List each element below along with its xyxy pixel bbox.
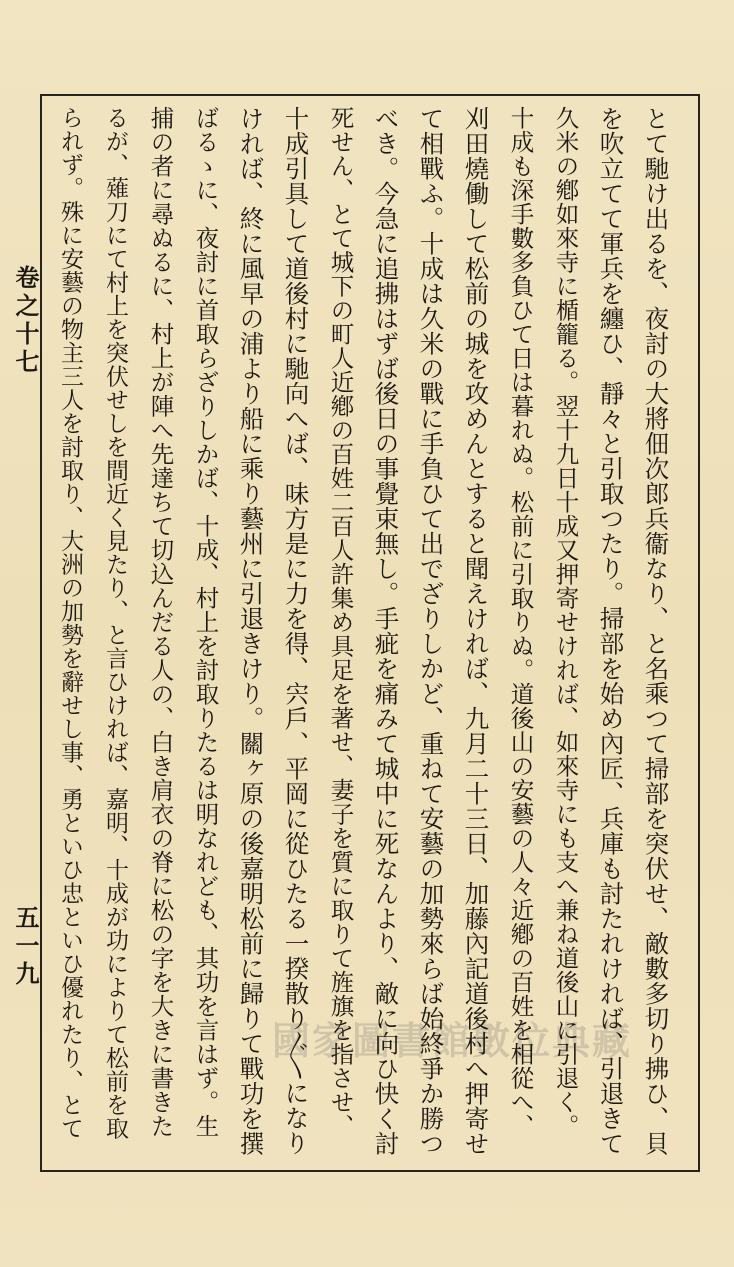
text-column-1: とて馳け出るを、夜討の大將佃次郎兵衞なり、と名乘つて掃部を突伏せ、敵數多切り拂ひ、貝 — [641, 106, 671, 1156]
text-column-6: て相戰ふ。十成は久米の戰に手負ひて出でざりしかど、重ねて安藝の加勢來らば始終爭か勝つ — [416, 106, 446, 1156]
text-column-3: 久米の鄕如來寺に楯籠る。翌十九日十成又押寄せければ、如來寺にも支へ兼ね道後山に引退く。 — [551, 106, 580, 1138]
text-column-7: べき。今急に追拂はずば後日の事覺束無し。手疵を痛みて城中に死なんより、敵に向ひ快く討 — [371, 106, 401, 1156]
page-number: 五一九 — [11, 905, 40, 989]
text-column-13: るが、薙刀にて村上を突伏せしを間近く見たり、と言ひければ、嘉明、十成が功によりて松前を取 — [102, 106, 128, 1140]
text-column-12: 捕の者に尋ぬるに、村上が陣へ先達ちて切込んだる人の、白き肩衣の脊に松の字を大きに書きた — [146, 106, 175, 1138]
text-column-2: を吹立てて軍兵を纏ひ、靜々と引取つたり。掃部を始め內匠、兵庫も討たれければ、引退きて — [596, 106, 626, 1156]
text-column-8: 死せん、とて城下の町人近鄕の百姓二百人許集め具足を著せ、妻子を質に取りて旌旗を指させ、 — [326, 106, 355, 1138]
text-column-4: 十成も深手數多負ひて日は暮れぬ。松前に引取りぬ。道後山の安藝の人々近鄕の百姓を相從へ、 — [506, 106, 535, 1138]
text-column-14: られず。殊に安藝の物主三人を討取り、大洲の加勢を辭せし事、勇といひ忠といひ優れたり、とて — [57, 106, 83, 1140]
text-column-5: 刈田燒働して松前の城を攻めんとすると聞えければ、九月二十三日、加藤內記道後村へ押寄せ — [461, 106, 491, 1156]
text-column-10: ければ、終に風早の浦より船に乘り藝州に引退きけり。關ヶ原の後嘉明松前に歸りて戰功を撰 — [236, 106, 266, 1156]
text-column-9: 十成引具して道後村に馳向へば、味方是に力を得、宍戶、平岡に從ひたる一揆散り〴〵になり — [281, 106, 311, 1156]
text-column-11: ばるゝに、夜討に首取らざりしかば、十成、村上を討取りたるは明なれども、其功を言はず。生 — [191, 106, 220, 1138]
volume-label: 卷之十七 — [11, 265, 40, 377]
library-watermark: 國家圖書館數位典藏 — [272, 1019, 633, 1063]
